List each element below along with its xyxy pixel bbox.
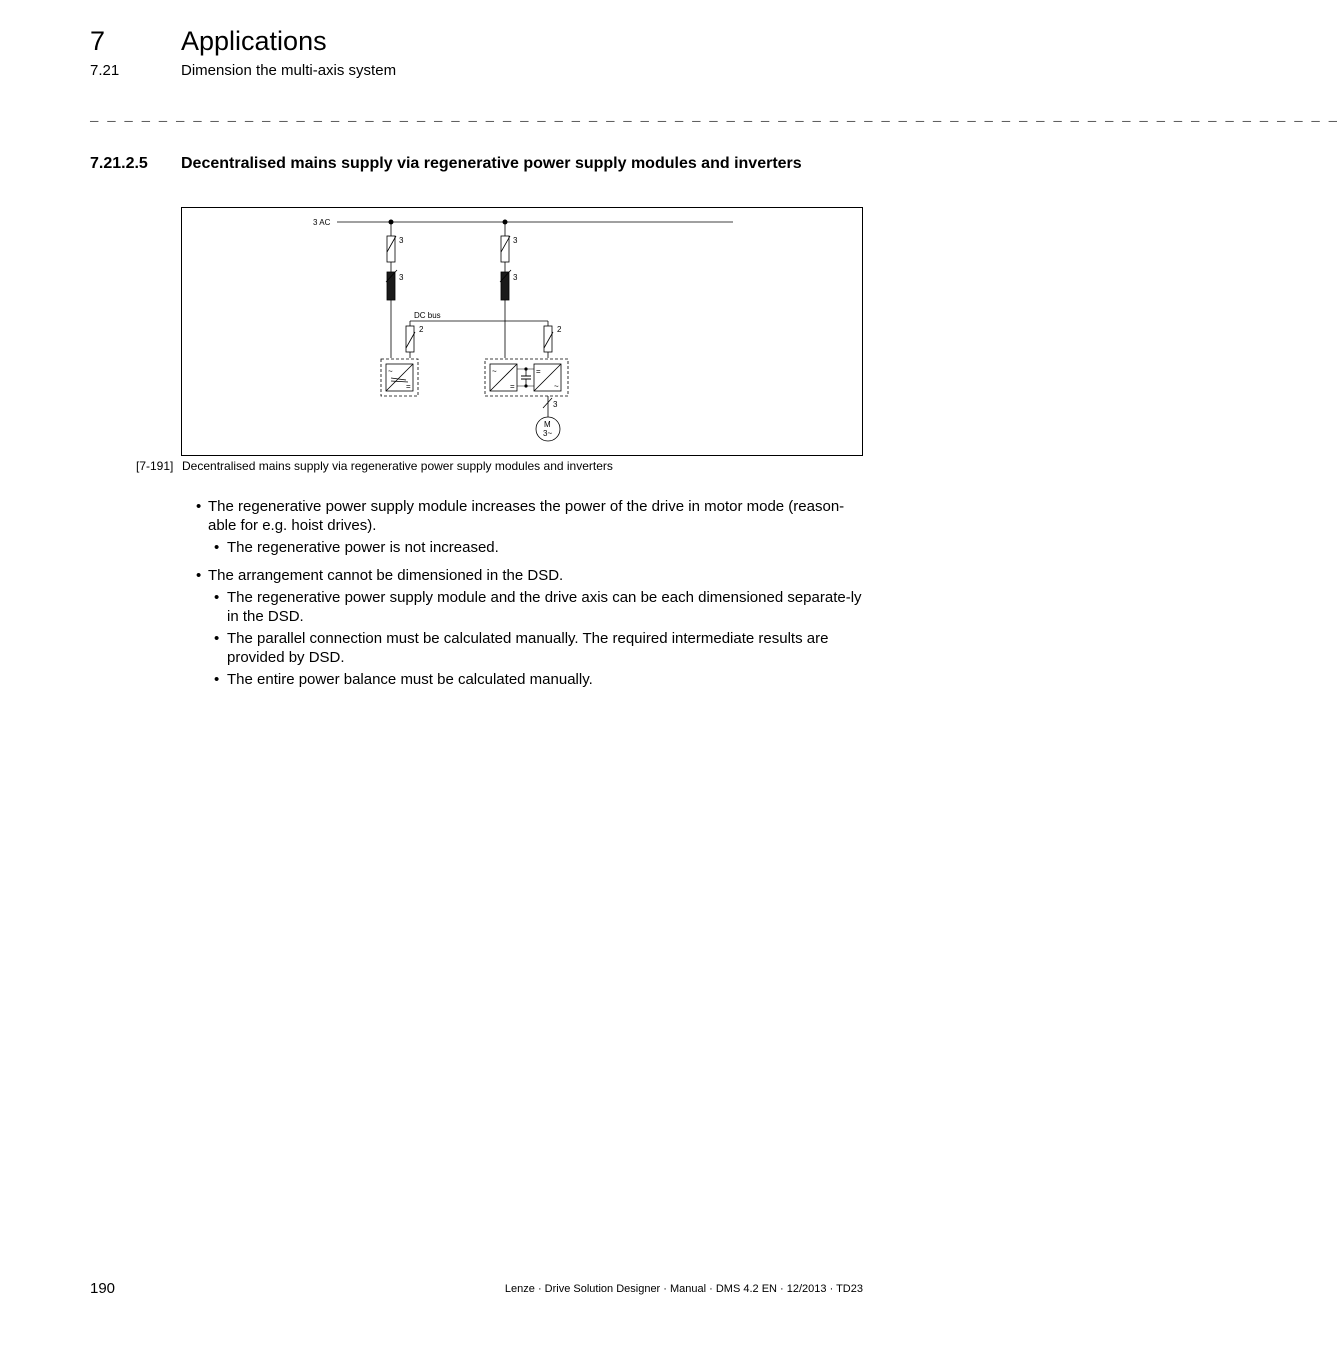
circuit-diagram xyxy=(181,207,863,456)
choke-right-count: 3 xyxy=(513,273,518,282)
chapter-title: Applications xyxy=(181,26,327,56)
choke-left-count: 3 xyxy=(399,273,404,282)
dc-fuse-left xyxy=(406,326,414,352)
list-item: • The arrangement cannot be dimensioned in the DSD. xyxy=(196,567,564,584)
figure-caption: Decentralised mains supply via regenerative power supply modules and inverters xyxy=(182,459,613,473)
list-item: • The regenerative power supply module and the drive axis can be each dimensioned separate-ly in the DSD. xyxy=(214,589,862,625)
fuse-left-count: 3 xyxy=(399,236,404,245)
dc-fuse-right xyxy=(544,326,552,352)
dc-left-count: 2 xyxy=(419,325,424,334)
bullet-list xyxy=(196,497,868,692)
svg-text:=: = xyxy=(536,367,541,376)
header-divider: _ _ _ _ _ _ _ _ _ _ _ _ _ _ _ _ _ _ _ _ _ _ _ _ _ _ _ _ _ _ _ _ _ _ _ _ _ _ _ _ _ _ _ _ _ _ _ _ _ _ _ _ _ _ _ _ _ _ _ _ _ _ _ _ _ _ _ _ _ _ _ _ _ xyxy=(90,109,1337,125)
list-item: • The parallel connection must be calculated manually. The required intermediate results are provided by DSD. xyxy=(214,630,829,666)
list-item: • The regenerative power supply module increases the power of the drive in motor mode (reason-able for e.g. hoist drives). xyxy=(196,498,845,534)
svg-text:=: = xyxy=(510,382,515,391)
footer-text: Lenze · Drive Solution Designer · Manual · DMS 4.2 EN · 12/2013 · TD23 xyxy=(504,1283,863,1295)
dc-bus-label: DC bus xyxy=(414,311,441,320)
motor-count: 3 xyxy=(553,400,558,409)
list-item: • The entire power balance must be calculated manually. xyxy=(214,671,593,688)
section-number: 7.21 xyxy=(90,62,120,79)
svg-text:~: ~ xyxy=(388,367,393,376)
svg-text:M: M xyxy=(544,420,551,429)
svg-text:=: = xyxy=(406,382,411,391)
chapter-number: 7 xyxy=(90,26,106,56)
svg-text:3~: 3~ xyxy=(543,429,553,438)
svg-text:~: ~ xyxy=(554,382,559,391)
subsection-number: 7.21.2.5 xyxy=(90,155,148,172)
subsection-title: Decentralised mains supply via regenerative power supply modules and inverters xyxy=(181,155,802,172)
fuse-right-count: 3 xyxy=(513,236,518,245)
ac-supply-label: 3 AC xyxy=(313,218,331,227)
svg-text:~: ~ xyxy=(492,367,497,376)
circuit-diagram-svg xyxy=(182,208,862,455)
dc-right-count: 2 xyxy=(557,325,562,334)
page-number: 190 xyxy=(90,1280,116,1297)
list-item: • The regenerative power is not increased. xyxy=(214,539,499,556)
figure-caption-ref: [7-191] xyxy=(136,459,174,473)
section-title: Dimension the multi-axis system xyxy=(181,62,397,79)
